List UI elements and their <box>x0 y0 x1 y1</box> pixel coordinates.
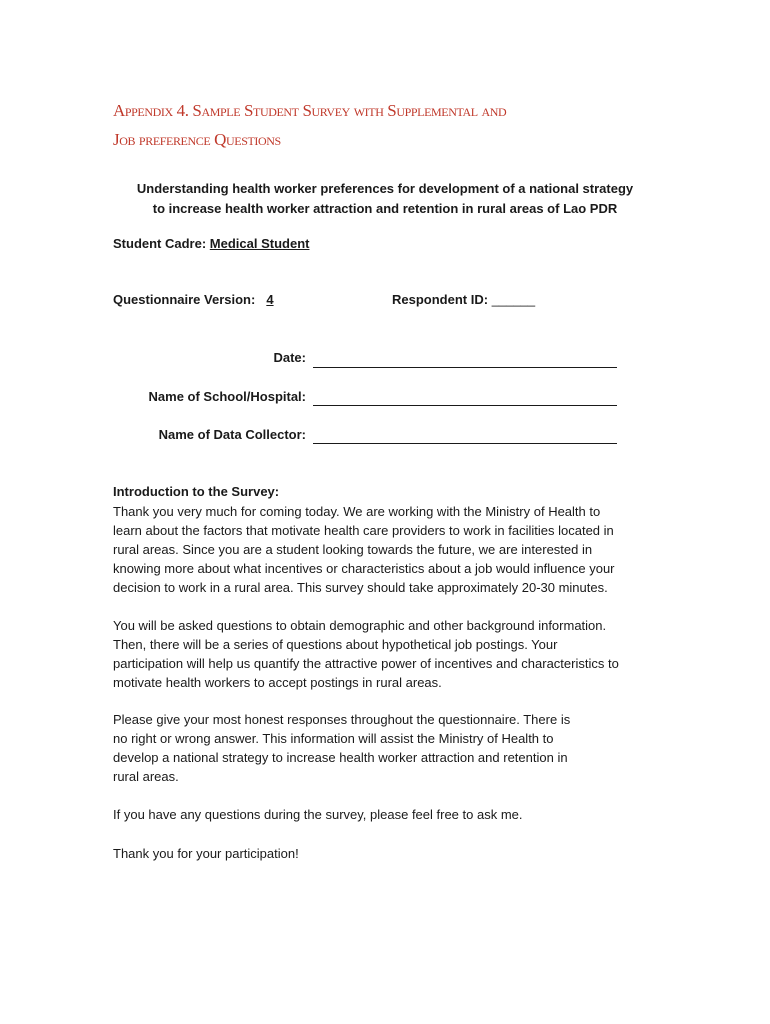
date-field[interactable] <box>313 367 617 368</box>
student-cadre-label: Student Cadre: <box>113 236 207 251</box>
intro-paragraph-4 <box>113 805 673 824</box>
date-label: Date: <box>273 350 306 365</box>
intro-p3-line: Please give your most honest responses throughout the questionnaire. There is <box>113 712 571 727</box>
intro-p1-line: learn about the factors that motivate health care providers to work in facilities located in <box>113 523 614 538</box>
intro-p5-line: Thank you for your participation! <box>113 846 299 861</box>
intro-p1-line: knowing more about what incentives or characteristics about a job would influence your <box>113 561 615 576</box>
data-collector-label: Name of Data Collector: <box>158 427 306 442</box>
questionnaire-version <box>113 292 281 307</box>
intro-paragraph-1 <box>113 502 673 597</box>
intro-p3-line: rural areas. <box>113 769 179 784</box>
intro-p1-line: decision to work in a rural area. This survey should take approximately 20-30 minutes. <box>113 580 608 595</box>
questionnaire-version-label: Questionnaire Version: <box>113 292 256 307</box>
appendix-heading-line-2: Job preference Questions <box>113 130 281 149</box>
school-hospital-field[interactable] <box>313 405 617 406</box>
respondent-id-label: Respondent ID: <box>392 292 489 307</box>
intro-p2-line: motivate health workers to accept postings in rural areas. <box>113 675 442 690</box>
intro-p1-line: Thank you very much for coming today. We are working with the Ministry of Health to <box>113 504 601 519</box>
study-title-line-1: Understanding health worker preferences for development of a national strategy <box>136 181 634 196</box>
intro-paragraph-5 <box>113 844 673 863</box>
student-cadre-value: Medical Student <box>209 236 310 251</box>
data-collector-field[interactable] <box>313 443 617 444</box>
intro-heading: Introduction to the Survey: <box>113 484 280 499</box>
appendix-heading-line-1: Appendix 4. Sample Student Survey with Supplemental and <box>113 101 507 120</box>
intro-p1-line: rural areas. Since you are a student looking towards the future, we are interested in <box>113 542 593 557</box>
school-hospital-label: Name of School/Hospital: <box>148 389 306 404</box>
respondent-id-value: ______ <box>491 292 536 307</box>
intro-p2-line: participation will help us quantify the attractive power of incentives and characteristics to <box>113 656 619 671</box>
intro-paragraph-3 <box>113 710 673 786</box>
student-cadre <box>113 236 309 251</box>
intro-p2-line: Then, there will be a series of questions about hypothetical job postings. Your <box>113 637 558 652</box>
intro-p2-line: You will be asked questions to obtain demographic and other background information. <box>113 618 607 633</box>
study-title <box>100 179 670 219</box>
intro-p4-line: If you have any questions during the survey, please feel free to ask me. <box>113 807 523 822</box>
respondent-id <box>392 292 535 307</box>
questionnaire-version-value: 4 <box>266 292 274 307</box>
intro-paragraph-2 <box>113 616 673 692</box>
appendix-heading <box>113 96 673 154</box>
intro-p3-line: develop a national strategy to increase health worker attraction and retention in <box>113 750 568 765</box>
study-title-line-2: to increase health worker attraction and retention in rural areas of Lao PDR <box>152 201 618 216</box>
intro-p3-line: no right or wrong answer. This information will assist the Ministry of Health to <box>113 731 554 746</box>
